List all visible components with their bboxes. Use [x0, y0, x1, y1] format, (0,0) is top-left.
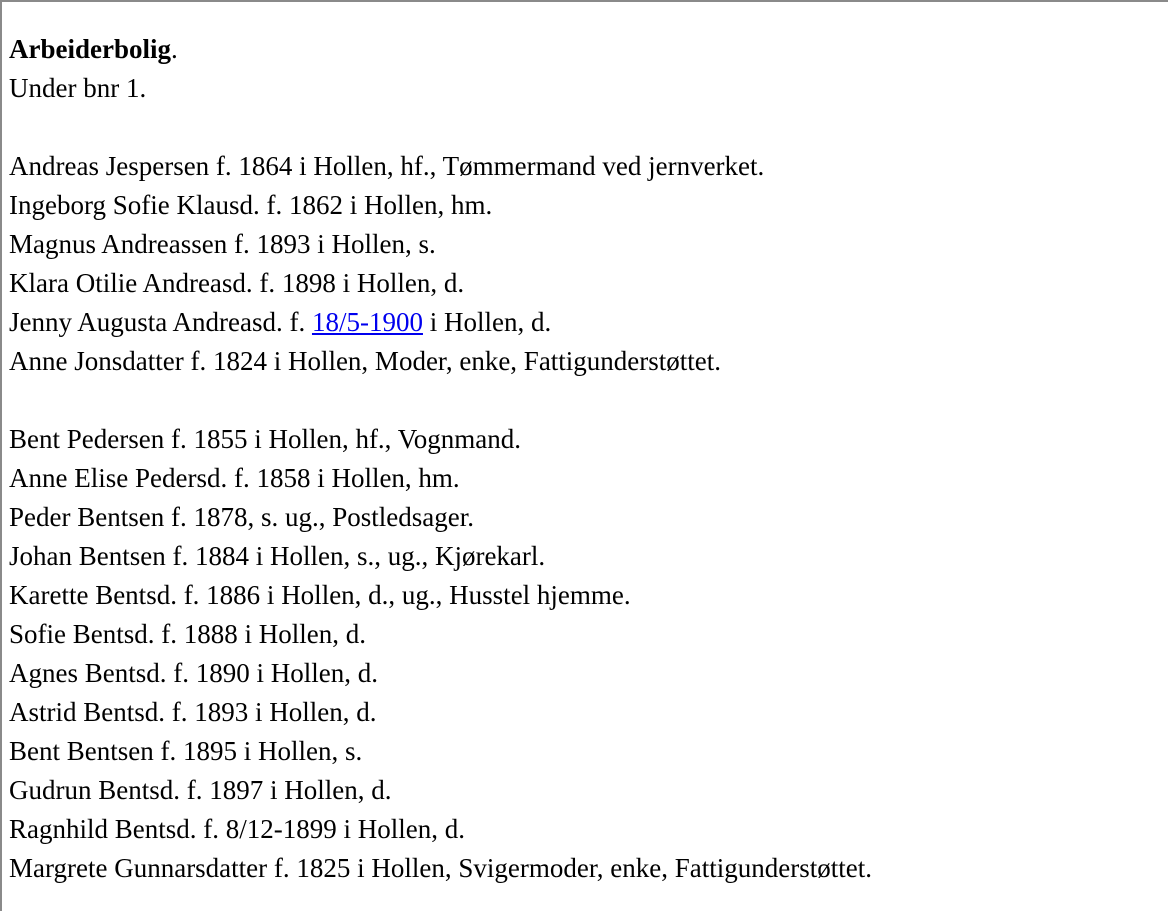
jenny-prefix: Jenny Augusta Andreasd. f. [9, 307, 312, 337]
household2-line: Margrete Gunnarsdatter f. 1825 i Hollen, Svigermoder, enke, Fattigunderstøttet. [9, 853, 872, 883]
household2-line: Bent Bentsen f. 1895 i Hollen, s. [9, 736, 363, 766]
household2-line: Peder Bentsen f. 1878, s. ug., Postledsager. [9, 502, 474, 532]
heading-title: Arbeiderbolig [9, 34, 171, 64]
household1-line: Magnus Andreassen f. 1893 i Hollen, s. [9, 229, 436, 259]
household2-line: Gudrun Bentsd. f. 1897 i Hollen, d. [9, 775, 392, 805]
household1-line: Klara Otilie Andreasd. f. 1898 i Hollen, d. [9, 268, 465, 298]
spacer [9, 381, 872, 420]
heading-subtitle: Under bnr 1. [9, 73, 147, 103]
spacer [9, 108, 872, 147]
household1-line: Anne Jonsdatter f. 1824 i Hollen, Moder, enke, Fattigunderstøttet. [9, 346, 722, 376]
household2-line: Johan Bentsen f. 1884 i Hollen, s., ug., Kjørekarl. [9, 541, 546, 571]
document-heading [9, 30, 872, 69]
household2-line: Anne Elise Pedersd. f. 1858 i Hollen, hm. [9, 463, 460, 493]
household1-line: Ingeborg Sofie Klausd. f. 1862 i Hollen, hm. [9, 190, 493, 220]
household2-line: Karette Bentsd. f. 1886 i Hollen, d., ug., Husstel hjemme. [9, 580, 631, 610]
household2-line: Sofie Bentsd. f. 1888 i Hollen, d. [9, 619, 366, 649]
birthdate-link[interactable]: 18/5-1900 [311, 307, 423, 337]
household2-line: Agnes Bentsd. f. 1890 i Hollen, d. [9, 658, 378, 688]
household2-line: Ragnhild Bentsd. f. 8/12-1899 i Hollen, d. [9, 814, 465, 844]
household2-line: Astrid Bentsd. f. 1893 i Hollen, d. [9, 697, 377, 727]
household1-line: Andreas Jespersen f. 1864 i Hollen, hf., Tømmermand ved jernverket. [9, 151, 765, 181]
household1-line-jenny [9, 303, 872, 342]
household2-line: Bent Pedersen f. 1855 i Hollen, hf., Vognmand. [9, 424, 521, 454]
heading-period: . [171, 34, 178, 64]
jenny-suffix: i Hollen, d. [422, 307, 552, 337]
document-body [9, 30, 872, 888]
